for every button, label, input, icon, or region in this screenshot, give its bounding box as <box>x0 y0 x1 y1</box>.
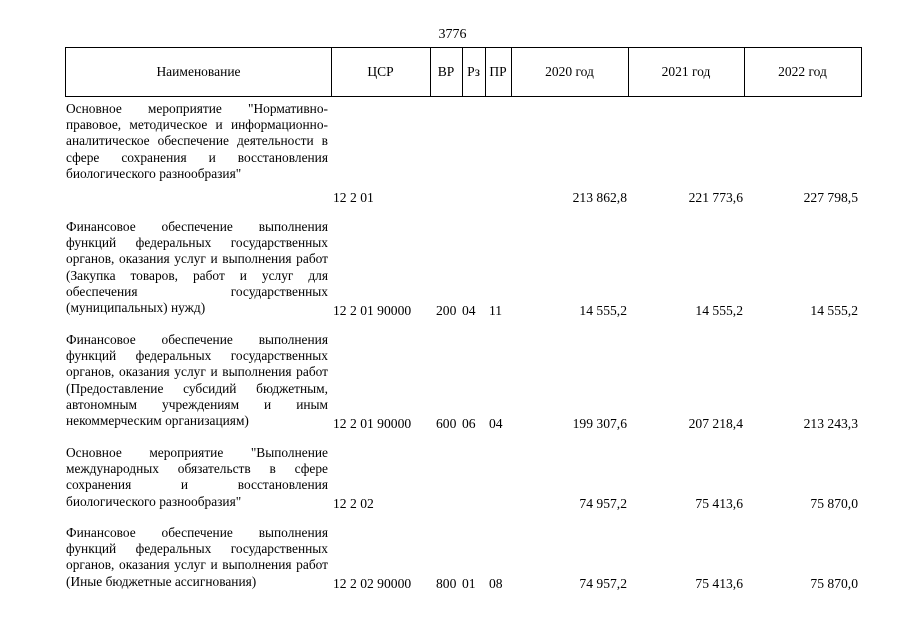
header-2021: 2021 год <box>661 64 711 79</box>
row-vr: 200 <box>436 303 457 318</box>
row-csr: 12 2 01 <box>333 190 374 205</box>
header-2022: 2022 год <box>778 64 827 79</box>
row-pr: 08 <box>489 576 503 591</box>
row-rz: 04 <box>462 303 476 318</box>
row-name: Финансовое обеспечение выполнения функций федеральных государственных органов, оказания услуг и выполнения работ (Предоставление субсидий бюджетным, автономным учреждениям и иным некоммерческим организациям) <box>66 332 328 429</box>
header-csr: ЦСР <box>367 64 394 79</box>
row-csr: 12 2 02 <box>333 496 374 511</box>
row-vr: 800 <box>436 576 457 591</box>
row-2022: 227 798,5 <box>803 190 858 205</box>
row-2022: 14 555,2 <box>810 303 858 318</box>
row-name: Основное мероприятие "Выполнение международных обязательств в сфере сохранения и восстановления биологического разнообразия" <box>66 445 328 509</box>
row-2021: 14 555,2 <box>695 303 743 318</box>
row-2020: 199 307,6 <box>572 416 627 431</box>
row-rz: 01 <box>462 576 476 591</box>
page-number: 3776 <box>438 27 467 42</box>
table-header <box>65 47 862 97</box>
row-2021: 221 773,6 <box>688 190 743 205</box>
header-rz: Рз <box>467 64 480 79</box>
row-2022: 213 243,3 <box>803 416 858 431</box>
row-rz: 06 <box>462 416 476 431</box>
row-2021: 207 218,4 <box>688 416 743 431</box>
row-pr: 11 <box>489 303 503 318</box>
row-pr: 04 <box>489 416 503 431</box>
row-2022: 75 870,0 <box>810 576 858 591</box>
row-name: Финансовое обеспечение выполнения функций федеральных государственных органов, оказания услуг и выполнения работ (Иные бюджетные ассигнования) <box>66 525 328 589</box>
header-vr: ВР <box>437 64 455 79</box>
row-2020: 14 555,2 <box>579 303 627 318</box>
row-name: Финансовое обеспечение выполнения функций федеральных государственных органов, оказания услуг и выполнения работ (Закупка товаров, работ и услуг для обеспечения государственных (муниципальных) нужд) <box>66 219 328 316</box>
row-csr: 12 2 01 90000 <box>333 416 412 431</box>
row-2022: 75 870,0 <box>810 496 858 511</box>
row-csr: 12 2 02 90000 <box>333 576 412 591</box>
row-csr: 12 2 01 90000 <box>333 303 412 318</box>
row-2020: 74 957,2 <box>579 576 627 591</box>
row-2021: 75 413,6 <box>695 496 743 511</box>
header-name: Наименование <box>156 64 241 79</box>
header-pr: ПР <box>489 64 507 79</box>
row-name: Основное мероприятие "Нормативно-правовое, методическое и информационно-аналитическое обеспечение деятельности в сфере сохранения и восстановления биологического разнообразия" <box>66 101 328 181</box>
row-2021: 75 413,6 <box>695 576 743 591</box>
header-2020: 2020 год <box>545 64 594 79</box>
row-2020: 74 957,2 <box>579 496 627 511</box>
row-vr: 600 <box>436 416 457 431</box>
row-2020: 213 862,8 <box>572 190 627 205</box>
